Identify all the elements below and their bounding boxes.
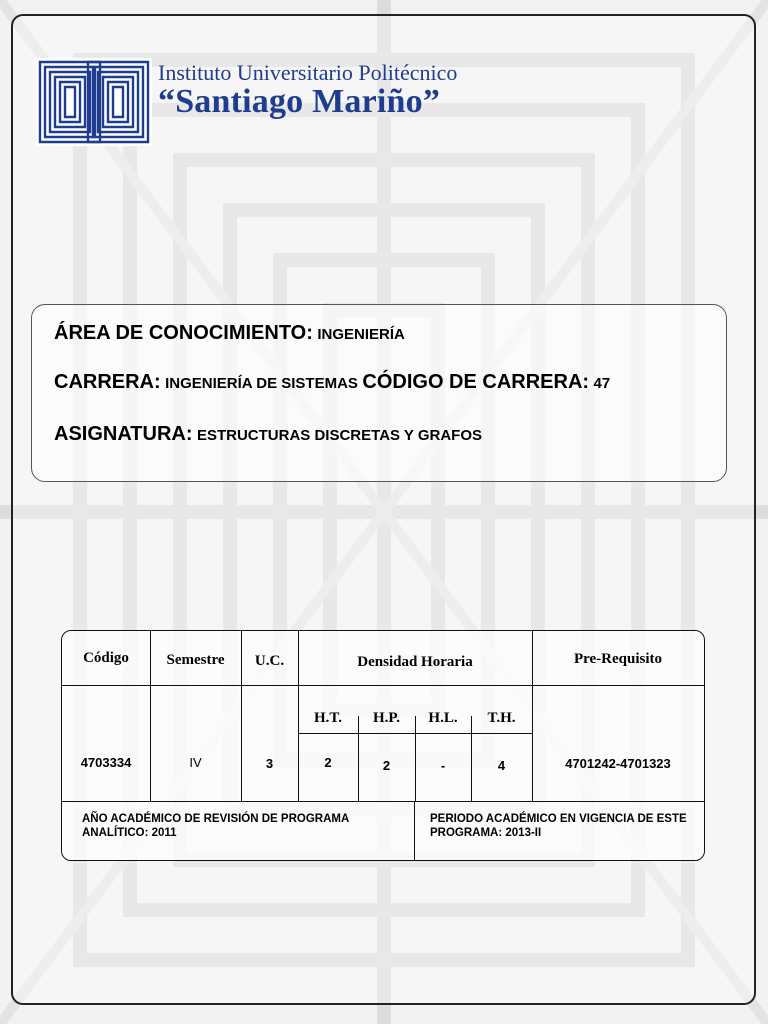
asignatura-label: ASIGNATURA:: [54, 423, 193, 445]
header-th: T.H.: [487, 710, 516, 726]
revision-year-note: AÑO ACADÉMICO DE REVISIÓN DE PROGRAMA ANALÍTICO: 2011: [82, 813, 349, 839]
asignatura-line: [54, 423, 482, 446]
carrera-label: CARRERA:: [54, 371, 161, 393]
value-hl: -: [440, 758, 446, 773]
header-prerequisito: Pre-Requisito: [573, 651, 663, 667]
codigo-carrera-label: CÓDIGO DE CARRERA:: [362, 371, 590, 393]
header-uc: U.C.: [254, 653, 285, 669]
value-ht: 2: [324, 755, 332, 770]
header-ht: H.T.: [313, 710, 343, 726]
validity-period-note: PERIODO ACADÉMICO EN VIGENCIA DE ESTE PROGRAMA: 2013-II: [430, 813, 687, 839]
carrera-line: [54, 371, 610, 394]
course-table: [61, 630, 705, 861]
institution-logo: [36, 58, 152, 146]
header-hl: H.L.: [428, 710, 458, 726]
carrera-value: INGENIERÍA DE SISTEMAS: [165, 375, 358, 392]
asignatura-value: ESTRUCTURAS DISCRETAS Y GRAFOS: [196, 427, 482, 444]
institution-name-line2: “Santiago Mariño”: [158, 83, 441, 120]
header-hp: H.P.: [373, 710, 400, 726]
value-codigo: 4703334: [80, 755, 132, 770]
area-line: [54, 322, 405, 345]
value-semestre: IV: [189, 755, 202, 770]
table-divider: [62, 685, 704, 686]
table-divider: [414, 801, 415, 860]
table-divider: [62, 801, 704, 802]
header-densidad-horaria: Densidad Horaria: [357, 654, 473, 670]
area-value: INGENIERÍA: [317, 326, 405, 343]
value-th: 4: [497, 758, 506, 773]
value-uc: 3: [265, 756, 274, 771]
header-semestre: Semestre: [166, 652, 225, 668]
course-info-box: [31, 304, 727, 482]
codigo-carrera-value: 47: [593, 375, 611, 392]
area-label: ÁREA DE CONOCIMIENTO:: [54, 322, 313, 344]
value-hp: 2: [382, 758, 391, 773]
institution-name-line1: Instituto Universitario Politécnico: [158, 60, 458, 85]
value-prerequisito: 4701242-4701323: [565, 756, 671, 771]
header-codigo: Código: [83, 650, 129, 666]
table-divider: [298, 733, 532, 734]
